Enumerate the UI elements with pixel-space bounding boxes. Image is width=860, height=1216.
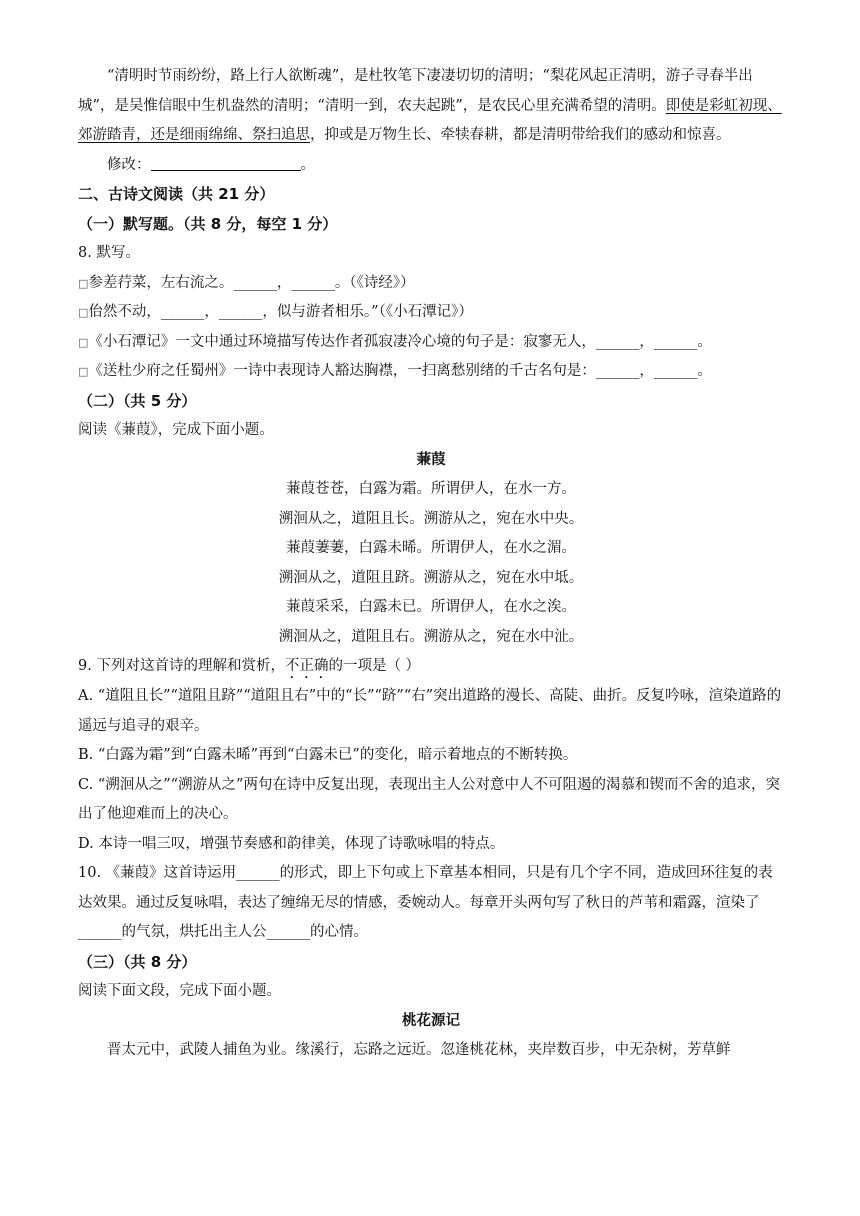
- missing-glyph-box: □: [78, 365, 89, 378]
- section-heading: 二、古诗文阅读（共 21 分）: [78, 185, 275, 203]
- q9-emphasis: 不正确: [284, 658, 329, 674]
- q9-stem-start: 9. 下列对这首诗的理解和赏析，: [78, 658, 285, 674]
- part3-intro: 阅读下面文段，完成下面小题。: [78, 983, 281, 999]
- q9-option-a: A. “道阻且长”“道阻且跻”“道阻且右”中的“长”“跻”“右”突出道路的漫长、高陡、曲折。反复吟咏，渲染道路的遥远与追寻的艰辛。: [78, 688, 782, 734]
- poem-line: 蒹葭苍苍，白露为霜。所谓伊人，在水一方。: [286, 481, 576, 497]
- q8-stem: 8. 默写。: [78, 245, 140, 261]
- q9-stem: [78, 652, 784, 682]
- poem-line: 溯洄从之，道阻且跻。溯游从之，宛在水中坻。: [278, 569, 584, 586]
- q8-line-3-text: 《小石潭记》一文中通过环境描写传达作者孤寂凄冷心境的句子是：寂寥无人，______，______。: [88, 333, 712, 350]
- part3-heading: （三）（共 8 分）: [78, 952, 197, 971]
- revise-answer-blank[interactable]: [151, 155, 301, 171]
- part2-intro: 阅读《蒹葭》，完成下面小题。: [78, 422, 274, 438]
- intro-text: “清明时节雨纷纷，路上行人欲断魂”，是杜牧笔下凄凄切切的清明；“梨花风起正清明，游子寻春半出城”，是吴惟信眼中生机盎然的清明；“清明一到，农夫起跳”，是农民心里充满希望的清明。: [78, 68, 753, 114]
- part2-heading: （二）（共 5 分）: [78, 391, 197, 410]
- passage-title: 桃花源记: [402, 1012, 460, 1029]
- q8-line-3: [78, 328, 784, 358]
- poem-line: 蒹葭采采，白露未已。所谓伊人，在水之涘。: [286, 599, 576, 615]
- intro-text-end: ，抑或是万物生长、牵犊春耕，都是清明带给我们的感动和惊喜。: [310, 127, 731, 143]
- poem-line: 溯洄从之，道阻且右。溯游从之，宛在水中沚。: [278, 628, 584, 645]
- missing-glyph-box: □: [78, 306, 89, 319]
- poem-line: 溯洄从之，道阻且长。溯游从之，宛在水中央。: [278, 510, 584, 527]
- missing-glyph-box: □: [78, 335, 89, 349]
- q8-line-1-text: 参差荇菜，左右流之。______，______。（《诗经》）: [88, 274, 415, 291]
- passage-text: 晋太元中，武陵人捕鱼为业。缘溪行，忘路之远近。忽逢桃花林，夹岸数百步，中无杂树，芳草鲜: [107, 1042, 731, 1058]
- underlined-sentence: 即使是彩虹初现、郊游踏青，还是细雨绵绵、祭扫追思: [78, 97, 782, 143]
- q8-line-1: [78, 269, 784, 299]
- q8-line-2-text: 佁然不动，______，______，似与游者相乐。”（《小石潭记》）: [88, 304, 473, 320]
- revise-end: 。: [300, 156, 315, 173]
- q10: 10. 《蒹葭》这首诗运用______的形式，即上下句或上下章基本相同，只是有几个字不同，造成回环往复的表达效果。通过反复咏唱，表达了缠绵无尽的情感，委婉动人。每章开头两句写了秋日的芦苇和霜露，渲染了______的气氛，烘托出主人公______的心情。: [78, 865, 773, 940]
- q8-line-4-text: 《送杜少府之任蜀州》一诗中表现诗人豁达胸襟，一扫离愁别绪的千古名句是：______，______。: [88, 363, 712, 379]
- document-page: [78, 62, 784, 1066]
- q9-option-b: B. “白露为霜”到“白露未晞”再到“白露未已”的变化，暗示着地点的不断转换。: [78, 747, 578, 763]
- q9-option-c: C. “溯洄从之”“溯游从之”两句在诗中反复出现，表现出主人公对意中人不可阻遏的渴慕和锲而不舍的追求，突出了他迎难而上的决心。: [78, 776, 780, 822]
- missing-glyph-box: □: [78, 276, 89, 290]
- revise-label: 修改：: [107, 156, 151, 173]
- intro-paragraph: [78, 62, 784, 151]
- poem-line: 蒹葭萋萋，白露未晞。所谓伊人，在水之湄。: [286, 540, 576, 556]
- q8-line-4: [78, 357, 784, 387]
- revise-line: [78, 151, 784, 181]
- q9-option-d: D. 本诗一唱三叹，增强节奏感和韵律美，体现了诗歌咏唱的特点。: [78, 835, 505, 852]
- q8-line-2: [78, 298, 784, 328]
- part1-heading: （一）默写题。（共 8 分，每空 1 分）: [78, 214, 338, 233]
- poem-title: 蒹葭: [416, 451, 446, 468]
- q9-stem-end: 的一项是（ ）: [328, 658, 421, 674]
